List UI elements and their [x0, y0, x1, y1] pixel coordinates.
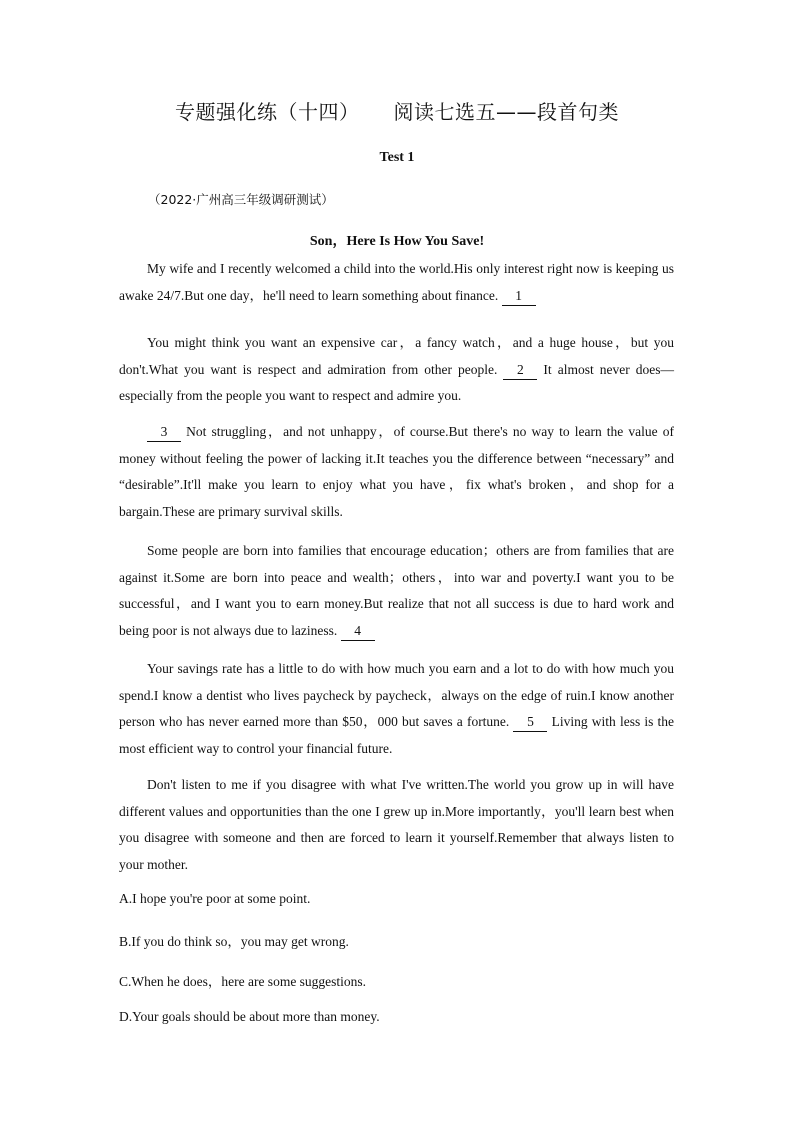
paragraph-1	[119, 256, 674, 309]
option-a: A.I hope you're poor at some point.	[119, 891, 311, 906]
blank-1: 1	[502, 287, 536, 306]
blank-5: 5	[513, 713, 547, 732]
option-b: B.If you do think so，you may get wrong.	[119, 934, 349, 949]
paragraph-2	[119, 330, 674, 410]
paragraph-4	[119, 538, 674, 644]
option-c: C.When he does，here are some suggestions.	[119, 974, 367, 989]
paragraph-text: You might think you want an expensive car，a fancy watch，and a huge house，but you don't.What you want is respect and admiration from other people.	[119, 335, 674, 377]
paragraph-text: Living with less is the most efficient way to control your financial future.	[119, 714, 675, 756]
blank-2: 2	[503, 361, 537, 380]
source-note: （2022·广州高三年级调研测试）	[148, 192, 334, 207]
title-sub: 阅读七选五——段首句类	[393, 100, 619, 124]
paragraph-text: My wife and I recently welcomed a child into the world.His only interest right now is keeping us awake 24/7.But one day，he'll need to learn something about finance.	[119, 261, 674, 303]
blank-4: 4	[341, 622, 375, 641]
title-main: 专题强化练（十四）	[175, 100, 360, 124]
blank-3: 3	[147, 423, 181, 442]
paragraph-6	[119, 772, 674, 878]
paragraph-text: Some people are born into families that encourage education；others are from families that are against it.Some are born into peace and wealth；others，into war and poverty.I want you to be successful，and I want you to earn money.But realize that not all success is due to hard work and being poor is not always due to laziness.	[119, 543, 674, 638]
passage-heading: Son，Here Is How You Save!	[309, 234, 485, 249]
paragraph-text: Your savings rate has a little to do with how much you earn and a lot to do with how much you spend.I know a dentist who lives paycheck by paycheck，always on the edge of ruin.I know another person who has never earned more than $50，000 but saves a fortune.	[119, 661, 674, 729]
paragraph-3	[119, 419, 674, 525]
option-d: D.Your goals should be about more than money.	[119, 1009, 380, 1024]
page-title	[0, 96, 794, 125]
paragraph-5	[119, 656, 674, 762]
paragraph-text: Not struggling，and not unhappy，of course.But there's no way to learn the value of money without feeling the power of lacking it.It teaches you the difference between “necessary” and “desirable”.It'll make you learn to enjoy what you have，fix what's broken，and shop for a bargain.These are primary survival skills.	[119, 424, 674, 519]
test-label: Test 1	[379, 150, 415, 165]
paragraph-text: Don't listen to me if you disagree with what I've written.The world you grow up in will have different values and opportunities than the one I grew up in.More importantly，you'll learn best when you disagree with someone and then are forced to learn it yourself.Remember that always listen to your mother.	[119, 777, 674, 872]
paragraph-text: It almost never does—especially from the people you want to respect and admire you.	[119, 361, 674, 403]
